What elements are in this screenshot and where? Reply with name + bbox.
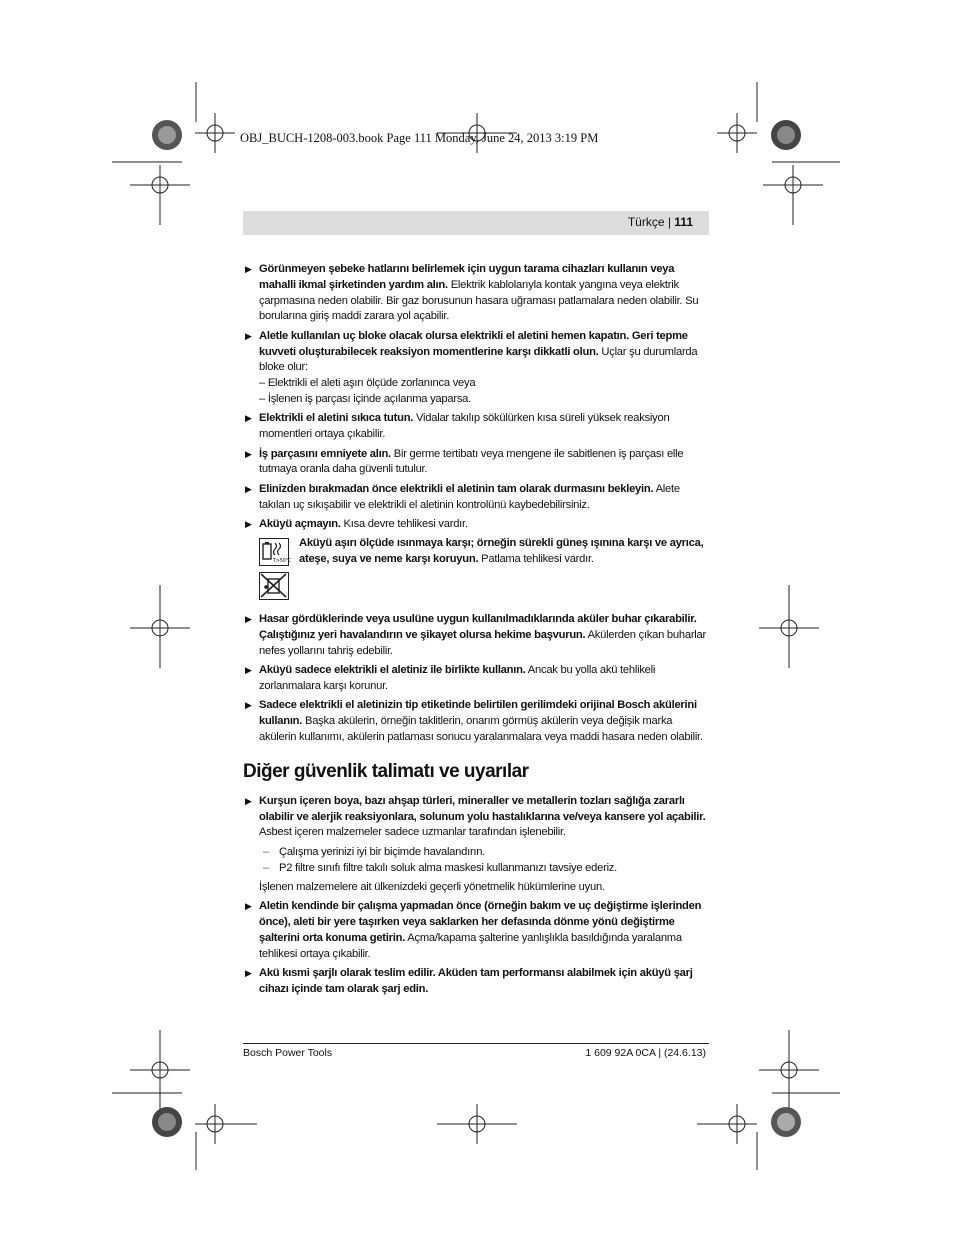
- battery-warning-block: [259, 536, 711, 600]
- item-bold: Akü kısmi şarjlı olarak teslim edilir. Aküden tam performansı alabilmek için aküyü şarj cihazı içinde tam olarak şarj edin.: [259, 967, 693, 995]
- item-bold: Aküyü açmayın.: [259, 517, 341, 530]
- item-text: Başka akülerin, örneğin taklitlerin, onarım görmüş akülerin veya değişik marka akülerin kullanımı, akülerin patlaması sonucu yaralanmalara veya maddi hasara neden olabilir.: [259, 715, 703, 744]
- bullet-icon: ▶: [245, 413, 252, 424]
- list-item: [243, 447, 711, 479]
- page-number: 111: [674, 215, 693, 229]
- item-bold: Sadece elektrikli el aletinizin tip etiketinde belirtilen gerilimdeki orijinal Bosch akülerini kullanın.: [259, 699, 697, 728]
- dash-item: [259, 861, 711, 877]
- bullet-icon: ▶: [245, 483, 252, 494]
- item-text: Uçlar şu durumlarda bloke olur:: [259, 345, 698, 374]
- page-content: [243, 262, 711, 1001]
- warning-icons: [259, 538, 291, 606]
- footer-code: 1 609 92A 0CA | (24.6.13): [585, 1047, 706, 1059]
- bullet-icon: ▶: [245, 518, 252, 529]
- item-bold: Hasar gördüklerinde veya usulüne uygun kullanılmadıklarında aküler buhar çıkarabilir. Çalıştığınız yeri havalandırın ve şikayet olursa hekime başvurun.: [259, 613, 697, 642]
- list-item: [243, 329, 711, 408]
- list-item: [243, 517, 711, 533]
- dash-icon: –: [263, 846, 269, 859]
- list-item: [243, 899, 711, 962]
- warning-bold: Aküyü aşırı ölçüde ısınmaya karşı; örneğin sürekli güneş ışınına karşı ve ayrıca, ateşe, suya ve neme karşı koruyun.: [299, 537, 704, 566]
- list-item: [243, 482, 711, 514]
- sub-line: – Elektrikli el aleti aşırı ölçüde zorlanınca veya: [259, 377, 476, 390]
- header-language: Türkçe: [627, 215, 665, 229]
- list-item: [243, 612, 711, 659]
- item-text: Akülerden çıkan buharlar nefes yollarını tahriş edebilir.: [259, 629, 706, 657]
- list-item: [243, 966, 711, 998]
- footer-divider: [243, 1043, 709, 1044]
- print-slug: OBJ_BUCH-1208-003.book Page 111 Monday, June 24, 2013 3:19 PM: [240, 131, 599, 145]
- header-separator: |: [664, 215, 675, 229]
- bullet-icon: ▶: [245, 901, 252, 912]
- battery-heat-warning-icon: [259, 538, 292, 566]
- warning-text: [299, 536, 711, 568]
- item-bold: Aletin kendinde bir çalışma yapmadan önce (örneğin bakım ve uç değiştirme işlerinden önce), aleti bir yere taşırken veya saklarken her defasında dönme yönü değiştirme şalterini orta konuma getirin.: [259, 900, 702, 944]
- bullet-icon: ▶: [245, 700, 252, 711]
- battery-water-warning-icon: [259, 572, 289, 600]
- dash-text: P2 filtre sınıfı filtre takılı soluk alma maskesi kullanmanızı tavsiye ederiz.: [279, 862, 618, 875]
- item-text: Kısa devre tehlikesi vardır.: [340, 517, 468, 530]
- item-bold: Elektrikli el aletini sıkıca tutun.: [259, 412, 414, 425]
- item-text: Alete takılan uç sıkışabilir ve elektrikli el aletinin kontrolünü kaybedebilirsiniz.: [259, 482, 680, 511]
- item-bold: Aküyü sadece elektrikli el aletiniz ile birlikte kullanın.: [259, 664, 526, 677]
- item-text: Ancak bu yolla akü tehlikeli zorlanmalara karşı korunur.: [259, 664, 656, 693]
- sub-line: – İşlenen iş parçası içinde açılanma yaparsa.: [259, 392, 471, 405]
- bullet-icon: ▶: [245, 665, 252, 676]
- list-item: [243, 663, 711, 695]
- item-bold: İş parçasını emniyete alın.: [259, 447, 391, 460]
- page-header: [243, 211, 709, 235]
- section-heading: Diğer güvenlik talimatı ve uyarılar: [243, 760, 529, 782]
- item-text: Asbest içeren malzemeler sadece uzmanlar tarafından işlenebilir.: [259, 826, 566, 839]
- bullet-icon: ▶: [245, 264, 252, 274]
- bullet-icon: ▶: [245, 614, 252, 625]
- bullet-icon: ▶: [245, 330, 252, 341]
- footer-brand: Bosch Power Tools: [243, 1047, 333, 1059]
- header-text: [628, 215, 693, 229]
- warning-plain: Patlama tehlikesi vardır.: [478, 553, 594, 566]
- bullet-icon: ▶: [245, 795, 252, 806]
- item-text: Bir germe tertibatı veya mengene ile sabitlenen iş parçası elle tutmaya oranla daha güvenli tutulur.: [259, 447, 684, 476]
- item-bold: Görünmeyen şebeke hatlarını belirlemek için uygun tarama cihazları kullanın veya mahalli ikmal şirketinden yardım alın.: [259, 263, 675, 291]
- after-text: İşlenen malzemelere ait ülkenizdeki geçerli yönetmelik hükümlerine uyun.: [259, 880, 605, 893]
- item-text: Elektrik kablolarıyla kontak yangına veya elektrik çarpmasına neden olabilir. Bir gaz borusunun hasara uğraması patlamalara neden olabilir. Su borularına giriş maddi zarara yol açabilir.: [259, 278, 699, 323]
- item-text: Vidalar takılıp sökülürken kısa süreli yüksek reaksiyon momentleri ortaya çıkabilir.: [259, 412, 670, 441]
- bullet-icon: ▶: [245, 968, 252, 979]
- item-bold: Aletle kullanılan uç bloke olacak olursa elektrikli el aletini hemen kapatın. Geri tepme kuvveti oluşturabilecek reaksiyon momentlerine karşı dikkatli olun.: [259, 329, 688, 358]
- item-bold: Kurşun içeren boya, bazı ahşap türleri, mineraller ve metallerin tozları sağlığa zararlı olabilir ve alerjik reaksiyonlara, solunum yolu hastalıklarına ve/veya kansere yol açabilir.: [259, 794, 706, 823]
- list-item: [243, 262, 711, 325]
- bullet-icon: ▶: [245, 448, 252, 459]
- dash-icon: –: [263, 862, 269, 875]
- list-item: [243, 794, 711, 896]
- item-text: Açma/kapama şalterine yanlışlıkla basıldığında yaralanma tehlikesi ortaya çıkabilir.: [259, 931, 682, 960]
- item-bold: Elinizden bırakmadan önce elektrikli el aletinin tam olarak durmasını bekleyin.: [259, 482, 654, 495]
- dash-text: Çalışma yerinizi iyi bir biçimde havalandırın.: [279, 846, 486, 859]
- list-item: [243, 698, 711, 745]
- list-item: [243, 411, 711, 443]
- dash-item: [259, 845, 711, 861]
- svg-text:T>50°C: T>50°C: [273, 558, 292, 565]
